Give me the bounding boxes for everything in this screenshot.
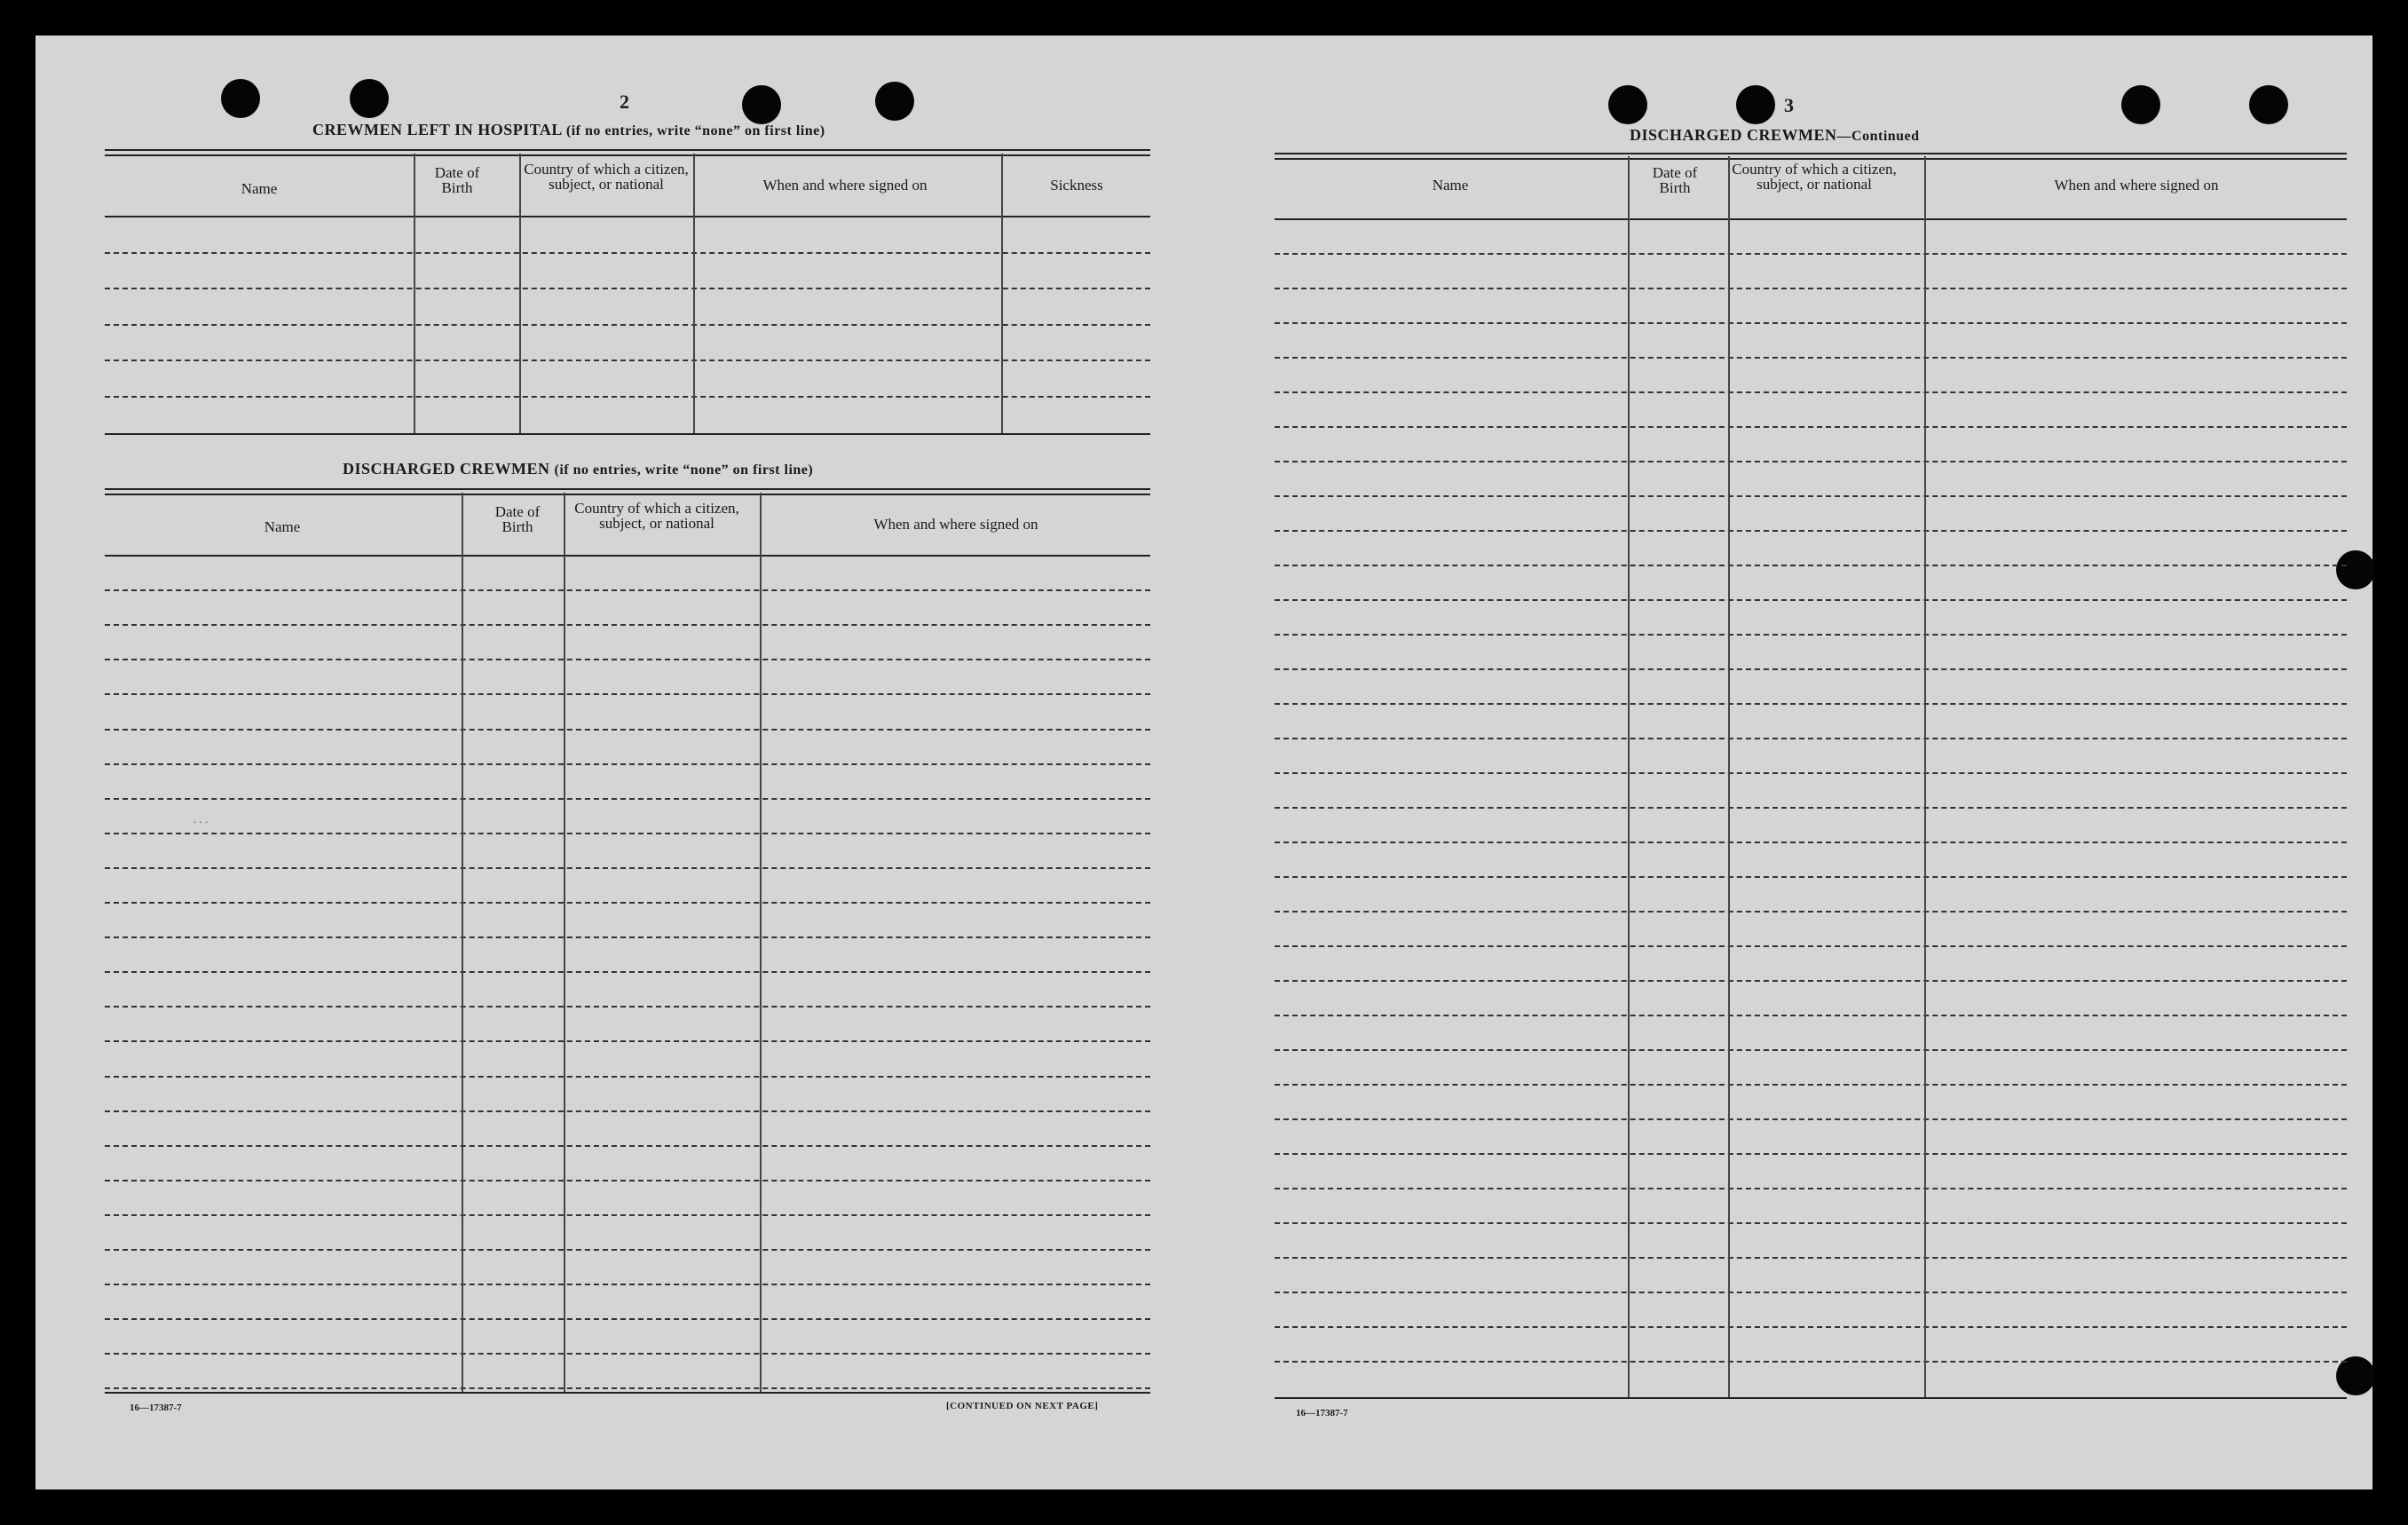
table-row-rule: [105, 1284, 1150, 1285]
hospital-top-rule: [105, 149, 1150, 156]
table-row-rule: [1275, 426, 2347, 428]
form-sheet: [36, 36, 2372, 1489]
table-row-rule: [105, 867, 1150, 869]
table-row-rule: [105, 1387, 1150, 1389]
table-row-rule: [1275, 1118, 2347, 1120]
table-row-rule: [105, 1249, 1150, 1251]
column-divider: [693, 154, 695, 433]
table-row-rule: [105, 693, 1150, 695]
right-header-rule: [1275, 218, 2347, 220]
punch-hole: [1608, 85, 1647, 124]
right-bottom-rule: [1275, 1397, 2347, 1399]
table-row-rule: [1275, 391, 2347, 393]
table-row-rule: [105, 1180, 1150, 1181]
table-row-rule: [1275, 530, 2347, 532]
punch-hole: [1736, 85, 1775, 124]
table-row-rule: [105, 798, 1150, 800]
table-row-rule: [105, 396, 1150, 398]
table-row-rule: [1275, 1015, 2347, 1016]
table-row-rule: [1275, 807, 2347, 809]
table-row-rule: [1275, 772, 2347, 774]
table-row-rule: [105, 971, 1150, 973]
punch-hole: [875, 82, 914, 121]
column-divider: [1924, 156, 1926, 1397]
table-row-rule: [1275, 842, 2347, 843]
page-number-right: 3: [1784, 94, 1794, 116]
table-row-rule: [105, 624, 1150, 626]
column-divider: [1628, 156, 1630, 1397]
table-row-rule: [105, 1076, 1150, 1078]
table-row-rule: [105, 729, 1150, 731]
table-row-rule: [105, 1006, 1150, 1007]
table-row-rule: [105, 288, 1150, 289]
discharged-top-rule: [105, 488, 1150, 495]
table-row-rule: [1275, 495, 2347, 497]
page-number-left: 2: [620, 91, 629, 113]
punch-hole: [221, 79, 260, 118]
punch-hole: [2249, 85, 2288, 124]
table-row-rule: [105, 902, 1150, 904]
discharged-continued-title: DISCHARGED CREWMEN—Continued: [1630, 126, 1920, 144]
col-header-signed-on: When and where signed on: [2054, 177, 2219, 194]
table-row-rule: [1275, 322, 2347, 324]
table-row-rule: [105, 1318, 1150, 1320]
table-row-rule: [105, 324, 1150, 326]
col-header-country: Country of which a citizen, subject, or national: [574, 500, 739, 532]
col-header-name: Name: [241, 180, 278, 197]
table-row-rule: [1275, 288, 2347, 289]
punch-hole: [350, 79, 389, 118]
column-divider: [462, 493, 463, 1392]
col-header-country: Country of which a citizen, subject, or national: [1732, 161, 1897, 193]
col-header-dob: Date of Birth: [1652, 164, 1698, 196]
table-row-rule: [105, 1145, 1150, 1147]
punch-hole: [742, 85, 781, 124]
discharged-header-rule: [105, 555, 1150, 557]
col-header-name: Name: [264, 518, 301, 535]
col-header-signed-on: When and where signed on: [762, 177, 928, 194]
table-row-rule: [1275, 253, 2347, 255]
col-header-country: Country of which a citizen, subject, or national: [524, 161, 689, 193]
table-row-rule: [1275, 357, 2347, 359]
table-row-rule: [1275, 1084, 2347, 1086]
table-row-rule: [1275, 980, 2347, 982]
right-top-rule: [1275, 153, 2347, 160]
table-row-rule: [105, 1353, 1150, 1355]
col-header-dob: Date of Birth: [434, 164, 480, 196]
col-header-dob: Date of Birth: [494, 503, 541, 535]
table-row-rule: [1275, 1361, 2347, 1363]
table-row-rule: [1275, 1326, 2347, 1328]
form-number-left: 16—17387-7: [130, 1403, 182, 1413]
col-header-sickness: Sickness: [1050, 177, 1103, 194]
punch-hole: [2336, 550, 2375, 589]
table-row-rule: [1275, 1292, 2347, 1293]
ink-smudge: ···: [192, 813, 209, 833]
column-divider: [1728, 156, 1730, 1397]
discharged-bottom-rule: [105, 1392, 1150, 1394]
table-row-rule: [105, 1040, 1150, 1042]
hospital-section-title: CREWMEN LEFT IN HOSPITAL (if no entries, write “none” on first line): [312, 121, 825, 138]
table-row-rule: [1275, 1188, 2347, 1189]
table-row-rule: [105, 936, 1150, 938]
punch-hole: [2121, 85, 2160, 124]
hospital-bottom-rule: [105, 433, 1150, 435]
table-row-rule: [1275, 738, 2347, 739]
table-row-rule: [105, 659, 1150, 660]
column-divider: [760, 493, 762, 1392]
table-row-rule: [1275, 1257, 2347, 1259]
table-row-rule: [1275, 668, 2347, 670]
table-row-rule: [1275, 876, 2347, 878]
col-header-name: Name: [1432, 177, 1469, 194]
table-row-rule: [1275, 911, 2347, 913]
hospital-header-rule: [105, 216, 1150, 217]
table-row-rule: [1275, 1153, 2347, 1155]
table-row-rule: [1275, 945, 2347, 947]
col-header-signed-on: When and where signed on: [873, 516, 1038, 533]
table-row-rule: [1275, 634, 2347, 636]
table-row-rule: [105, 360, 1150, 361]
table-row-rule: [1275, 1049, 2347, 1051]
table-row-rule: [105, 1214, 1150, 1216]
column-divider: [414, 154, 415, 433]
table-row-rule: [1275, 461, 2347, 462]
column-divider: [519, 154, 521, 433]
table-row-rule: [105, 589, 1150, 591]
column-divider: [564, 493, 565, 1392]
table-row-rule: [1275, 599, 2347, 601]
continued-note: [CONTINUED ON NEXT PAGE]: [946, 1401, 1099, 1411]
table-row-rule: [1275, 703, 2347, 705]
table-row-rule: [1275, 1222, 2347, 1224]
table-row-rule: [105, 833, 1150, 834]
discharged-section-title: DISCHARGED CREWMEN (if no entries, write “none” on first line): [343, 460, 814, 478]
table-row-rule: [105, 1110, 1150, 1112]
form-number-right: 16—17387-7: [1296, 1408, 1348, 1418]
column-divider: [1001, 154, 1003, 433]
table-row-rule: [1275, 565, 2347, 566]
table-row-rule: [105, 252, 1150, 254]
table-row-rule: [105, 763, 1150, 765]
